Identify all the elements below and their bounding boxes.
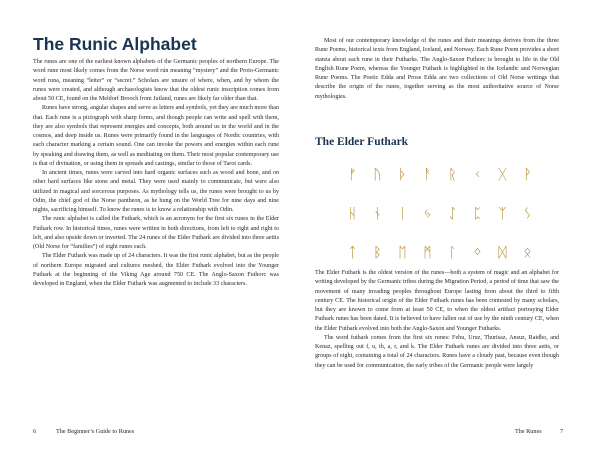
paragraph: The word futhark comes from the first six runes: Fehu, Uruz, Thurisaz, Ansuz, Raidho, and Kenaz, spelling out f, u, th, a, r, and k. The Elder Futhark runes are divided into three aetts, or groups of eight, containing a total of 24 characters. Runes have a cloudy past, because even though they can be used for communication, the early tribes of the Germanic people were largely xyxy=(315,334,559,369)
rune-raidho: ᚱ xyxy=(448,167,457,183)
rune-nauthiz: ᚾ xyxy=(373,206,382,222)
rune-sowilo: ᛊ xyxy=(523,206,532,222)
paragraph: The runic alphabet is called the Futhark, which is an acronym for the first six runes in the Elder Futhark row. In historical times, runes were written in both directions, from left to right and right to left, and also upside down or inverted. The 24 runes of the Elder Futhark are divided into three aettis (Old Norse for “families”) of eight runes each. xyxy=(33,216,279,250)
page-title: The Runic Alphabet xyxy=(33,34,197,54)
rune-jera: ᛃ xyxy=(423,206,432,222)
rune-mannaz: ᛗ xyxy=(423,245,432,261)
rune-ehwaz: ᛖ xyxy=(398,245,407,261)
rune-gebo: ᚷ xyxy=(498,167,507,183)
running-footer: The Beginner’s Guide to Runes xyxy=(56,428,135,435)
paragraph: In ancient times, runes were carved into hard organic surfaces such as wood and bone, and on other hard surfaces like stone and metal. They were used mainly to communicate, but were also utilized in magical and sorcerous purposes. As mythology tells us, the runes were brought to us by Odin, the chief god of the Norse pantheon, as he hung on the World Tree for nine days and nine nights, sacrificing himself. To know the runes is to know a relationship with Odin. xyxy=(33,170,279,213)
rune-fehu: ᚠ xyxy=(348,167,357,183)
rune-othala: ᛟ xyxy=(523,245,532,261)
paragraph: The Elder Futhark was made up of 24 characters. It was the first runic alphabet, but as the people of northern Europe migrated and cultures meshed, the Elder Futhark evolved into the Younger Futhark at the beginning of the Viking Age around 750 CE. The Anglo-Saxon Futhorc was developed in England, when the Elder Futhark was augmented to include 33 characters. xyxy=(33,253,279,287)
rune-kenaz: ᚲ xyxy=(473,167,482,183)
rune-laguz: ᛚ xyxy=(448,245,457,261)
rune-hagalaz: ᚺ xyxy=(348,206,357,222)
paragraph: The runes are one of the earliest known alphabets of the Germanic peoples of northern Europe. The word rune most likely comes from the Norse word rún meaning “mystery” and the Proto-Germanic word runa, meaning “letter” or “secret.” Scholars are unsure of where, when, and by whom the runes were created, and although archaeologists know that the oldest runic inscription comes from about 50 CE, found on the Meldorf Brooch from Jutland, runes are likely far older than that. xyxy=(33,59,279,102)
rune-algiz: ᛉ xyxy=(498,206,507,222)
rune-perthro: ᛈ xyxy=(473,206,482,222)
rune-tiwaz: ᛏ xyxy=(348,245,357,261)
right-bottom-text xyxy=(315,269,559,371)
page-number: 7 xyxy=(560,428,564,435)
rune-berkano: ᛒ xyxy=(373,245,382,261)
rune-dagaz: ᛞ xyxy=(498,245,507,261)
rune-ansuz: ᚨ xyxy=(423,167,432,183)
paragraph: Most of our contemporary knowledge of the runes and their meanings derives from the three Rune Poems, historical texts from England, Iceland, and Norway. Each Rune Poem provides a short stanza about each rune in their Futharks. The Anglo-Saxon Futhorc is brought to life in the Old English Rune Poem, whereas the Younger Futhark is highlighted in the Icelandic and Norwegian Rune Poems. The Poetic Edda and Prose Edda are two collections of Old Norse writings that describe the origin of the runes, together serving as the most authoritative source of Norse mythologies. xyxy=(315,38,559,100)
running-footer: The Runes xyxy=(515,428,542,435)
rune-grid xyxy=(340,166,540,262)
page-number: 6 xyxy=(33,428,37,435)
section-title: The Elder Futhark xyxy=(315,136,409,148)
rune-isa: ᛁ xyxy=(398,206,407,222)
paragraph: Runes have strong, angular shapes and serve as letters and symbols, yet they are much more than that. Each rune is a pictograph with sharp forms, and though people can write and spell with them, they are also symbols that represent energies and concepts, both around us in the world and in the cosmos, and deep inside us. Runes were primarily found in the languages of Nordic countries, with each character marking a certain sound. One can invoke the powers and energies within each rune by speaking and drawing them, as well as meditating on them. Their most popular contemporary use is that of divination, or using them in spreads and castings, similar to those of Tarot cards. xyxy=(33,105,279,167)
paragraph: The Elder Futhark is the oldest version of the runes—both a system of magic and an alphabet for writing developed by the Germanic tribes during the Migration Period, a period of time that saw the movement of many invading peoples throughout Europe lasting from about the third to fifth century CE. The historical origin of the Elder Futhark runes has been contested by many scholars, but they are known to come from at least 50 CE, to when the oldest artifact portraying Elder Futhark runes has been dated. It is believed to have fallen out of use by the ninth century CE, when the Elder Futhark evolved into both the Anglo-Saxon and Younger Futharks. xyxy=(315,270,559,332)
right-top-text xyxy=(315,37,559,102)
rune-eihwaz: ᛇ xyxy=(448,206,457,222)
rune-wunjo: ᚹ xyxy=(523,167,532,183)
rune-ingwaz: ᛜ xyxy=(473,245,482,261)
rune-thurisaz: ᚦ xyxy=(398,167,407,183)
rune-uruz: ᚢ xyxy=(373,167,382,183)
left-body-text xyxy=(33,58,279,289)
